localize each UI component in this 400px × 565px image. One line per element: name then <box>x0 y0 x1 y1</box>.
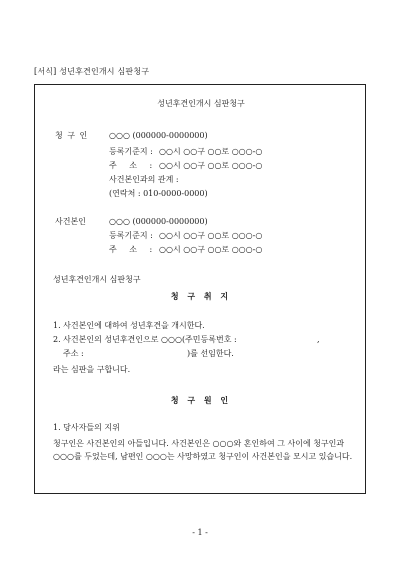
cause-paragraph: 청구인은 사건본인의 아들입니다. 사건본인은 ○○○와 혼인하여 그 사이에 청구인과 ○○○를 두었는데, 남편인 ○○○는 사망하였고 청구인이 사건본인을 모시고 있습니다. <box>53 439 353 461</box>
claimant-address-label: 주 소 : <box>109 161 153 170</box>
subject-address-value: ○○시 ○○구 ○○로 ○○○-○ <box>159 245 263 254</box>
claimant-contact: (연락처 : 010-0000-0000) <box>109 189 208 198</box>
claimant-address-value: ○○시 ○○구 ○○로 ○○○-○ <box>159 161 263 170</box>
claimant-registry-value: ○○시 ○○구 ○○로 ○○○-○ <box>159 147 263 156</box>
claimant-name-id: ○○○ (000000-0000000) <box>109 131 208 140</box>
purpose-item-2-tail: )를 선임한다. <box>187 349 234 358</box>
subject-role: 사건본인 <box>55 217 86 226</box>
claimant-registry-label: 등록기준지 : <box>109 147 153 156</box>
document-title: 성년후견인개시 심판청구 <box>157 99 245 108</box>
page-number: - 1 - <box>192 528 208 537</box>
subject-registry-value: ○○시 ○○구 ○○로 ○○○-○ <box>159 231 263 240</box>
purpose-item-1: 1. 사건본인에 대하여 성년후견을 개시한다. <box>53 321 205 330</box>
purpose-item-2-comma: , <box>317 335 320 344</box>
purpose-item-2: 2. 사건본인의 성년후견인으로 ○○○(주민등록번호 : <box>53 335 237 344</box>
purpose-heading: 청 구 취 지 <box>170 291 232 301</box>
cause-heading: 청 구 원 인 <box>170 395 232 405</box>
subject-address-label: 주 소 : <box>109 245 153 254</box>
purpose-item-2-address-label: 주소 : <box>63 349 84 358</box>
form-label: [서식] 성년후견인개시 심판청구 <box>34 67 150 76</box>
claimant-role: 청 구 인 <box>55 131 89 140</box>
subject-registry-label: 등록기준지 : <box>109 231 153 240</box>
purpose-closing: 라는 심판을 구합니다. <box>53 365 131 374</box>
subject-name-id: ○○○ (000000-0000000) <box>109 217 208 226</box>
cause-section-1: 1. 당사자들의 지위 <box>53 423 120 432</box>
document-frame <box>34 84 366 494</box>
claimant-relation: 사건본인과의 관계 : <box>109 175 179 184</box>
intro-line: 성년후견인개시 심판청구 <box>53 275 141 284</box>
